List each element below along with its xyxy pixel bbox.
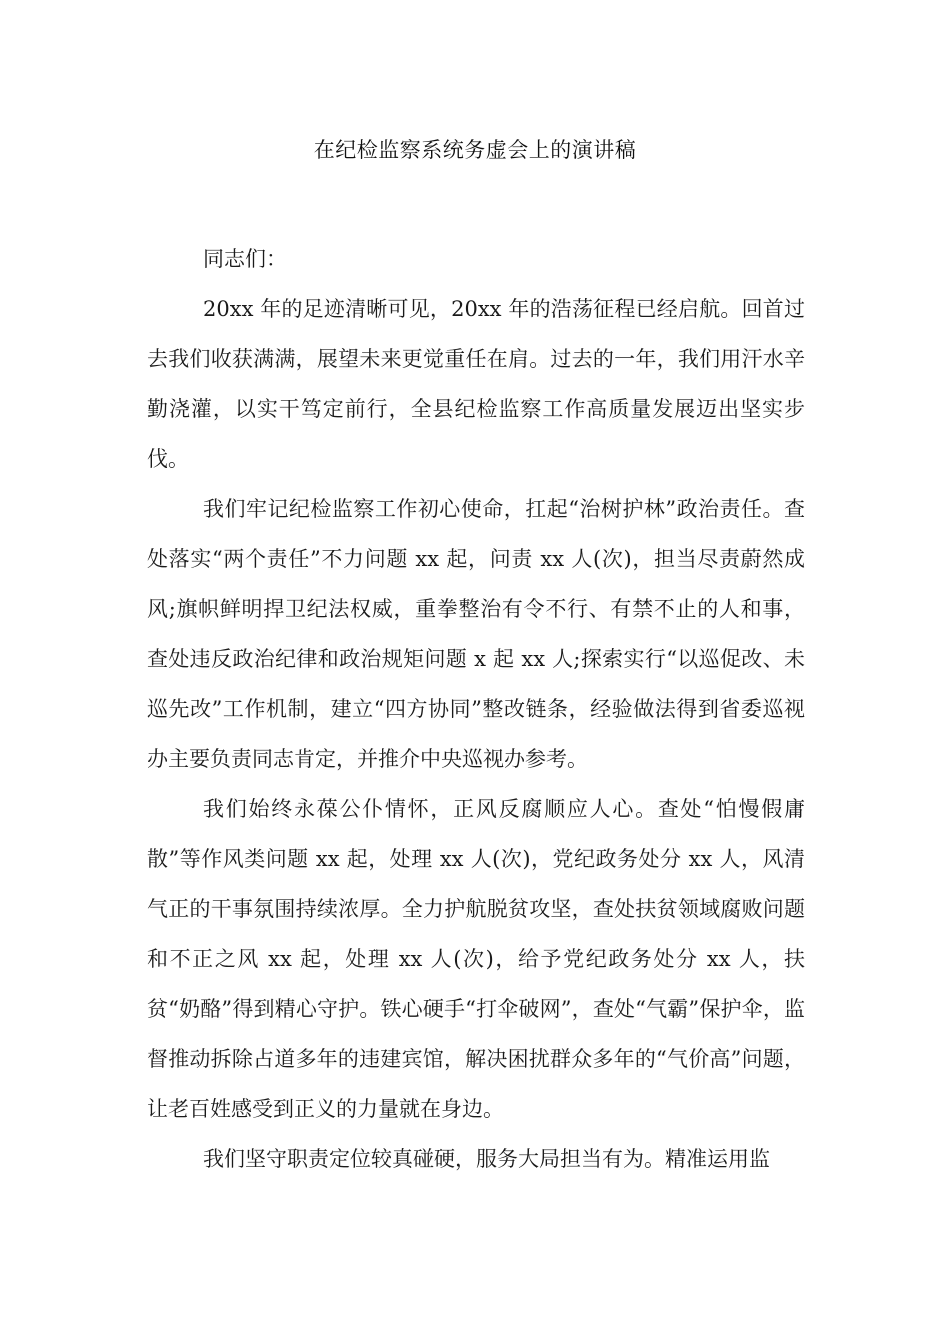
paragraph-3: 我们始终永葆公仆情怀，正风反腐顺应人心。查处“怕慢假庸散”等作风类问题 xx 起，处理 xx 人(次)，党纪政务处分 xx 人，风清气正的干事氛围持续浓厚。全力护航脱贫攻坚，查处扶贫领域腐败问题和不正之风 xx 起，处理 xx 人(次)，给予党纪政务处分 xx 人，扶贫“奶酪”得到精心守护。铁心硬手“打伞破网”，查处“气霸”保护伞，监督推动拆除占道多年的违建宾馆，解决困扰群众多年的“气价高”问题，让老百姓感受到正义的力量就在身边。: [147, 797, 805, 1121]
paragraph-1: 20xx 年的足迹清晰可见，20xx 年的浩荡征程已经启航。回首过去我们收获满满，展望未来更觉重任在肩。过去的一年，我们用汗水辛勤浇灌，以实干笃定前行，全县纪检监察工作高质量发展迈出坚实步伐。: [147, 297, 805, 471]
salutation: 同志们：: [203, 247, 287, 271]
paragraph-4: 我们坚守职责定位较真碰硬，服务大局担当有为。精准运用监: [203, 1147, 770, 1171]
document-title: 在纪检监察系统务虚会上的演讲稿: [313, 138, 637, 162]
paragraph-2: 我们牢记纪检监察工作初心使命，扛起“治树护林”政治责任。查处落实“两个责任”不力问题 xx 起，问责 xx 人(次)，担当尽责蔚然成风;旗帜鲜明捍卫纪法权威，重拳整治有令不行、有禁不止的人和事，查处违反政治纪律和政治规矩问题 x 起 xx 人;探索实行“以巡促改、未巡先改”工作机制，建立“四方协同”整改链条，经验做法得到省委巡视办主要负责同志肯定，并推介中央巡视办参考。: [147, 497, 805, 771]
document-body: [147, 234, 805, 1184]
